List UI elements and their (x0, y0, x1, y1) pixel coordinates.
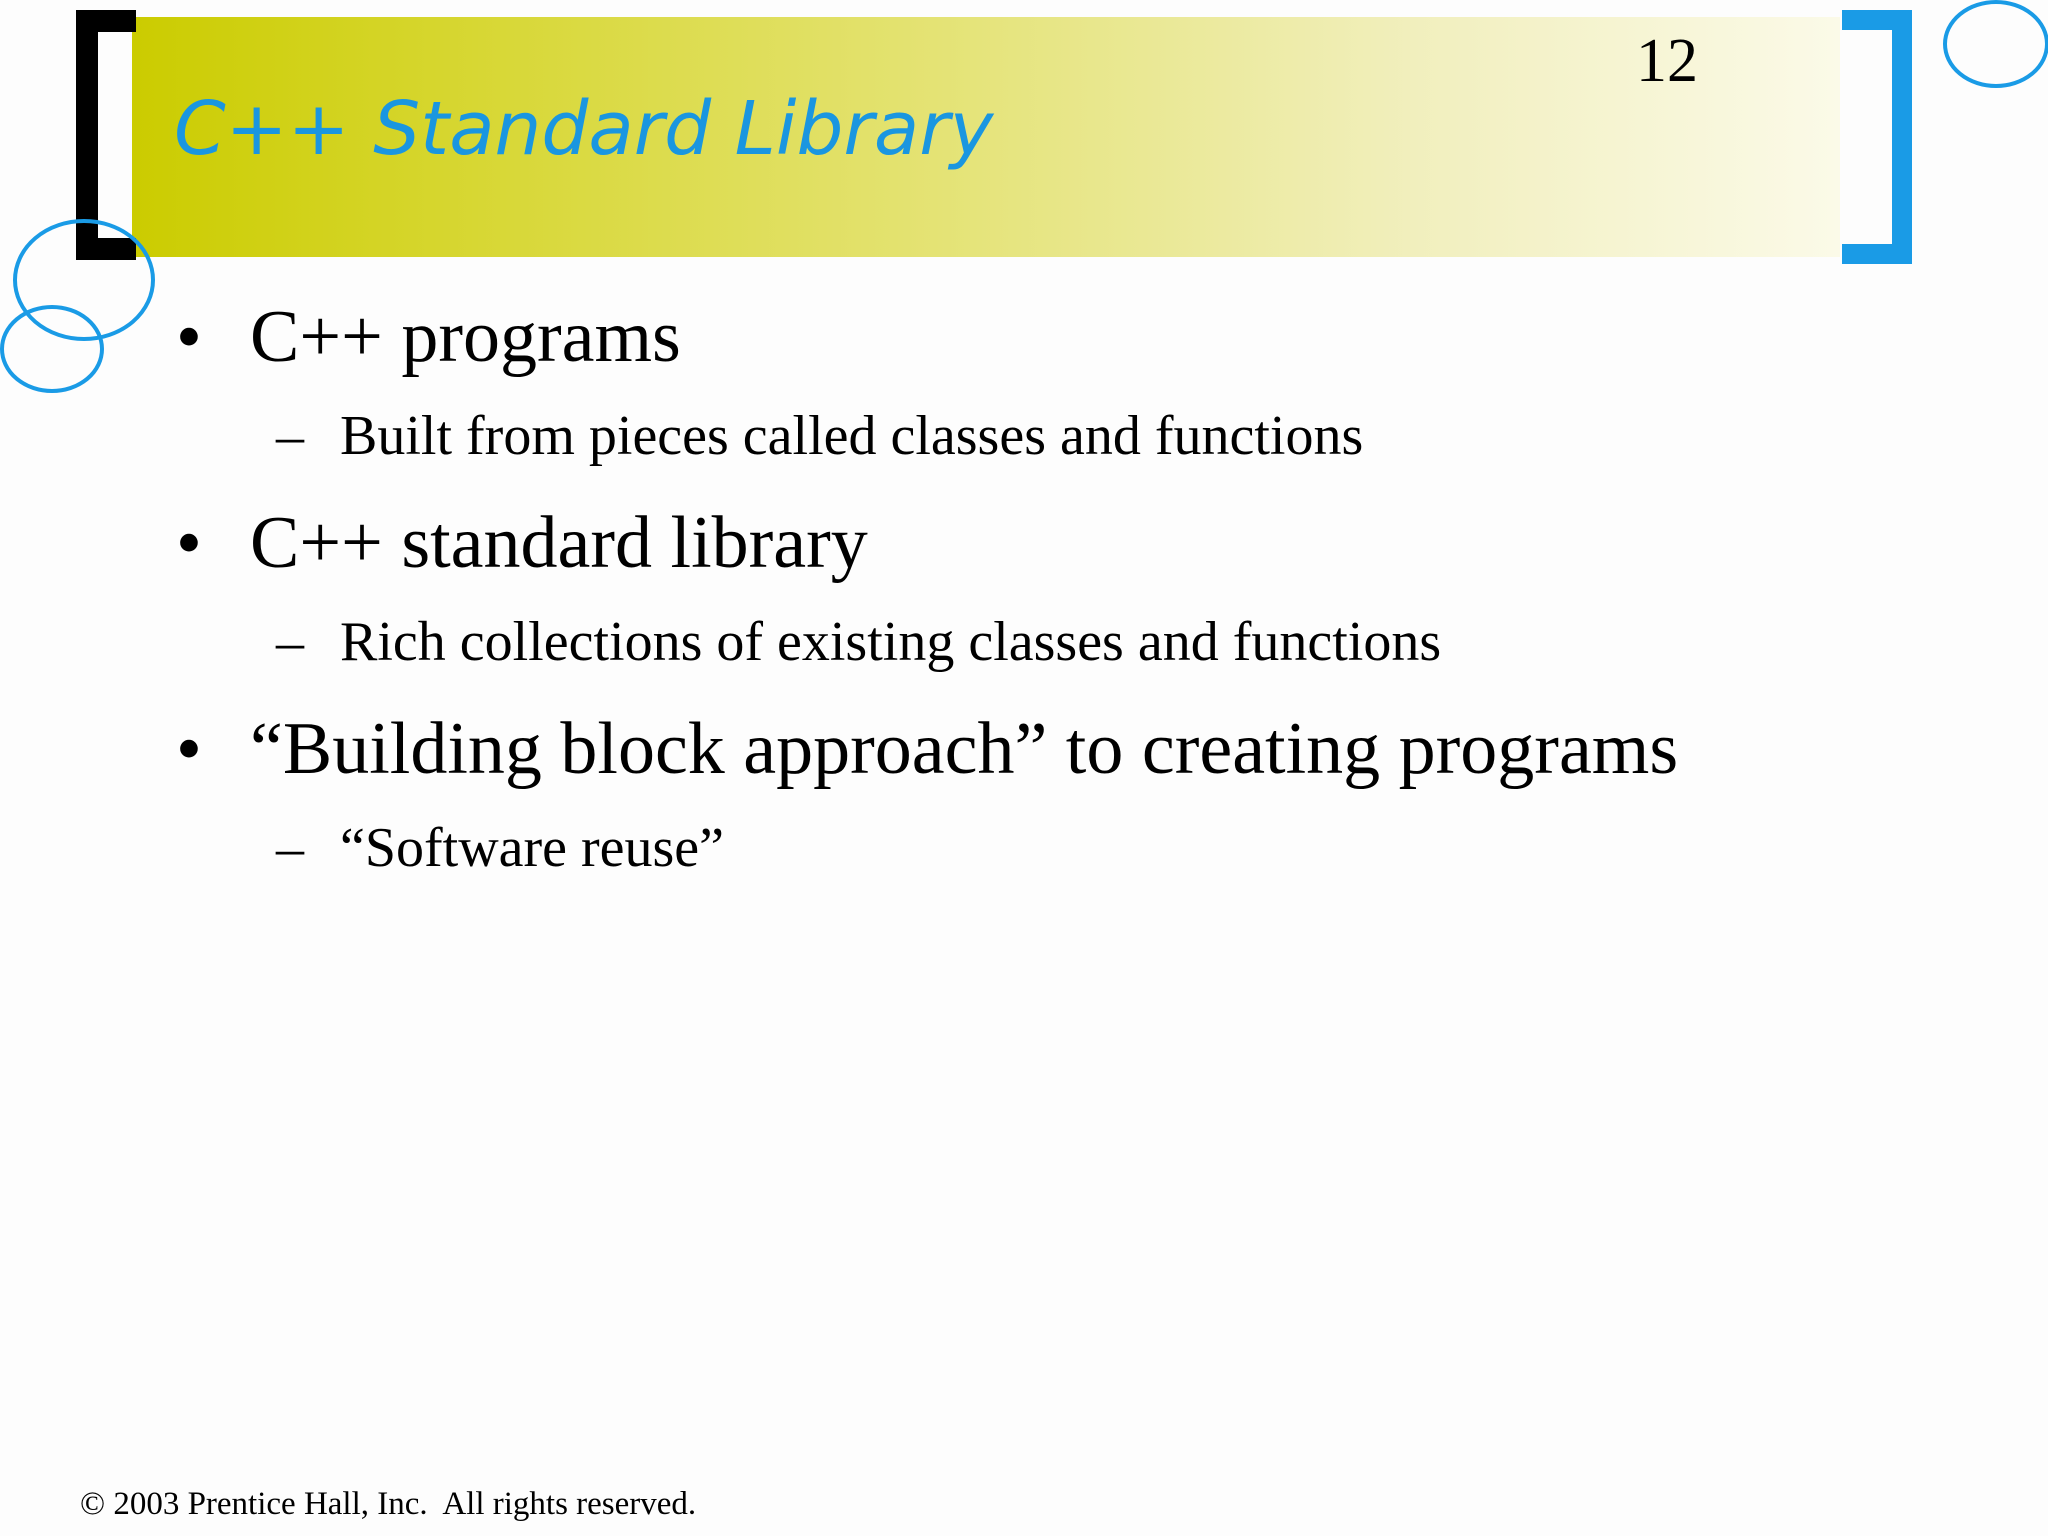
right-bracket-decoration (1842, 10, 1912, 264)
bullet-marker: • (176, 708, 202, 790)
slide-title: C++ Standard Library (174, 86, 994, 172)
sub-bullet-marker: – (276, 817, 304, 879)
sub-bullet-marker: – (276, 611, 304, 673)
sub-bullet-text: Rich collections of existing classes and functions (340, 611, 1442, 673)
copyright-footer: © 2003 Prentice Hall, Inc. All rights reserved. (80, 1486, 697, 1522)
sub-bullet-text: “Software reuse” (340, 817, 725, 879)
bullet-text: C++ standard library (250, 502, 868, 584)
sub-bullet-text: Built from pieces called classes and functions (340, 405, 1364, 467)
circle-decoration-top-right (1945, 2, 2047, 86)
bullet-text: “Building block approach” to creating programs (250, 708, 1679, 790)
bullet-marker: • (176, 296, 202, 378)
sub-bullet-marker: – (276, 405, 304, 467)
bullet-text: C++ programs (250, 296, 681, 378)
left-bracket-decoration (76, 10, 136, 260)
page-number: 12 (1636, 27, 1698, 95)
circle-decoration-small (2, 307, 102, 391)
bullet-marker: • (176, 502, 202, 584)
